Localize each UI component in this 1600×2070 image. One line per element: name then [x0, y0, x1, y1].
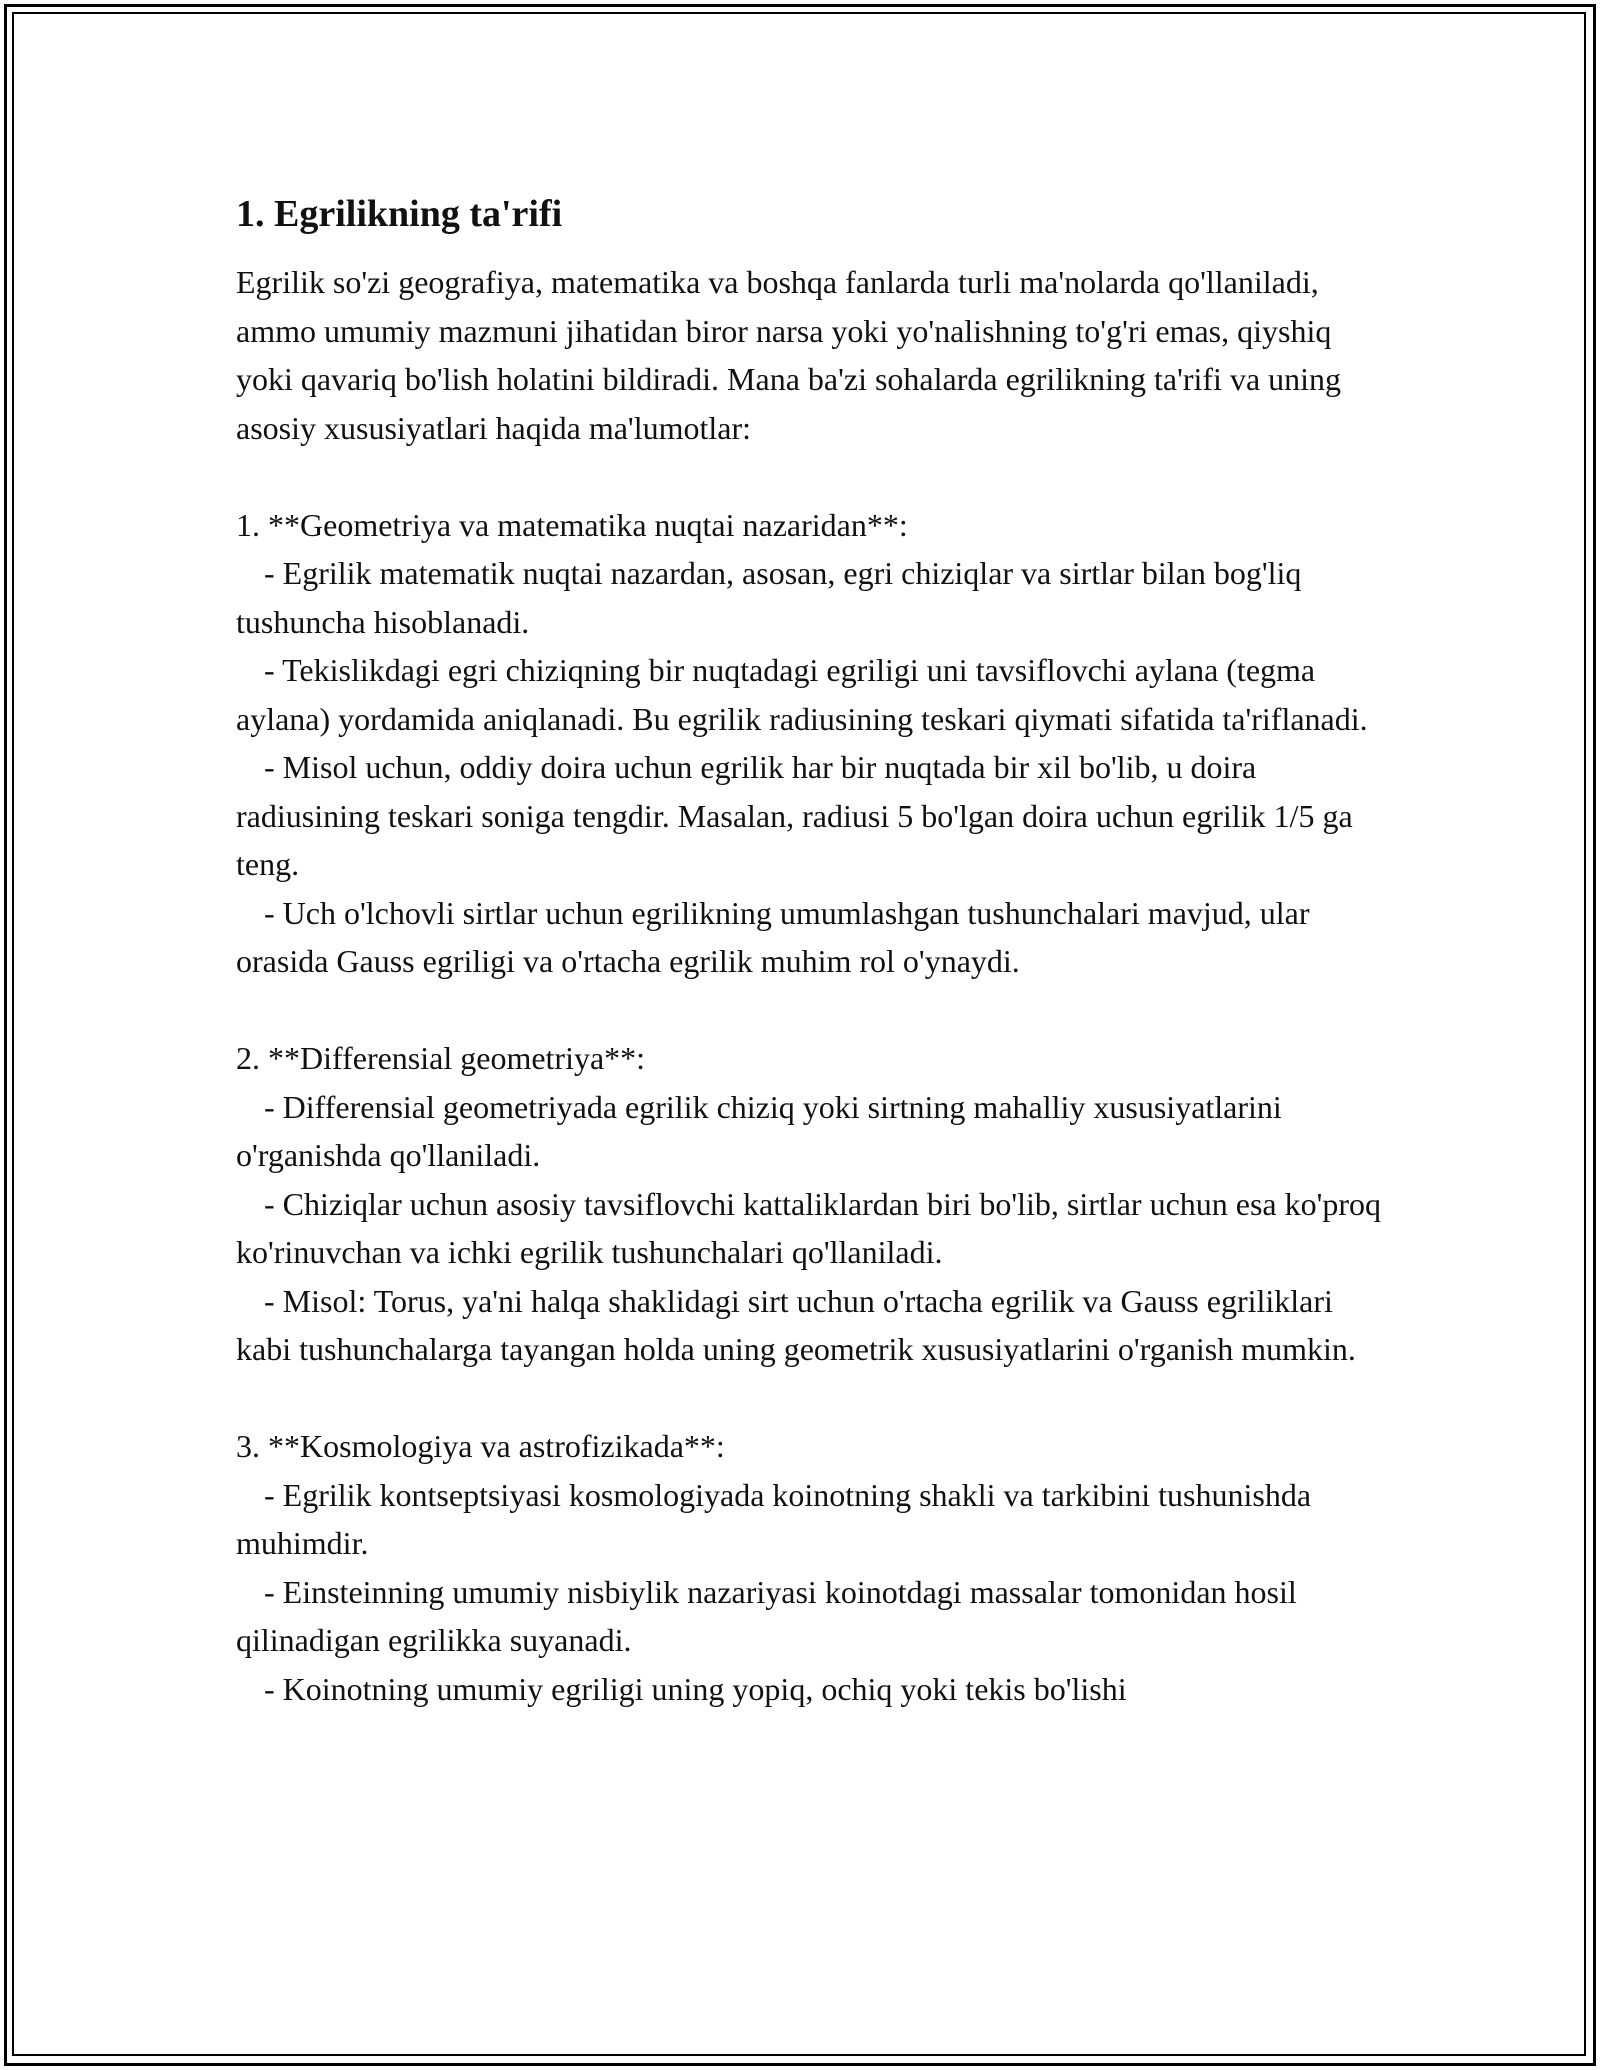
list-item: - Differensial geometriyada egrilik chiziq yoki sirtning mahalliy xususiyatlarini o'rganishda qo'llaniladi. — [236, 1088, 1282, 1173]
section-cosmology — [236, 1422, 1386, 1713]
list-item: - Chiziqlar uchun asosiy tavsiflovchi kattaliklardan biri bo'lib, sirtlar uchun esa ko'proq ko'rinuvchan va ichki egrilik tushunchalari qo'llaniladi. — [236, 1185, 1382, 1270]
list-item: - Tekislikdagi egri chiziqning bir nuqtadagi egriligi uni tavsiflovchi aylana (tegma aylana) yordamida aniqlanadi. Bu egrilik radiusining teskari qiymati sifatida ta'riflanadi. — [236, 652, 1368, 737]
spacer — [236, 1374, 1386, 1423]
list-item: - Egrilik kontseptsiyasi kosmologiyada koinotning shakli va tarkibini tushunishda muhimdir. — [236, 1476, 1312, 1561]
spacer — [236, 452, 1386, 501]
list-item: - Misol: Torus, ya'ni halqa shaklidagi sirt uchun o'rtacha egrilik va Gauss egriliklari kabi tushunchalarga tayangan holda uning geometrik xususiyatlarini o'rganish mumkin. — [236, 1282, 1356, 1367]
list-item: - Einsteinning umumiy nisbiylik nazariyasi koinotdagi massalar tomonidan hosil qilinadigan egrilikka suyanadi. — [236, 1573, 1297, 1658]
list-item: - Misol uchun, oddiy doira uchun egrilik har bir nuqtada bir xil bo'lib, u doira radiusining teskari soniga tengdir. Masalan, radiusi 5 bo'lgan doira uchun egrilik 1/5 ga teng. — [236, 749, 1353, 882]
section-heading: 2. **Differensial geometriya**: — [236, 1040, 646, 1076]
section-differential-geometry — [236, 1034, 1386, 1374]
section-heading: 1. **Geometriya va matematika nuqtai nazaridan**: — [236, 506, 908, 543]
section-heading: 3. **Kosmologiya va astrofizikada**: — [236, 1428, 725, 1464]
list-item: - Koinotning umumiy egriligi uning yopiq, ochiq yoki tekis bo'lishi — [264, 1670, 1127, 1707]
list-item: - Egrilik matematik nuqtai nazardan, asosan, egri chiziqlar va sirtlar bilan bog'liq tushuncha hisoblanadi. — [236, 555, 1302, 640]
document-title: 1. Egrilikning ta'rifi — [236, 193, 563, 235]
section-geometry — [236, 501, 1386, 986]
intro-paragraph: Egrilik so'zi geografiya, matematika va boshqa fanlarda turli ma'nolarda qo'llaniladi, ammo umumiy mazmuni jihatidan biror narsa yoki yo'nalishning to'g'ri emas, qiyshiq yoki qavariq bo'lish holatini bildiradi. Mana ba'zi sohalarda egrilikning ta'rifi va uning asosiy xususiyatlari haqida ma'lumotlar: — [236, 264, 1342, 446]
document-page — [236, 186, 1386, 1713]
list-item: - Uch o'lchovli sirtlar uchun egrilikning umumlashgan tushunchalari mavjud, ular orasida Gauss egriligi va o'rtacha egrilik muhim rol o'ynaydi. — [236, 894, 1310, 979]
spacer — [236, 986, 1386, 1035]
